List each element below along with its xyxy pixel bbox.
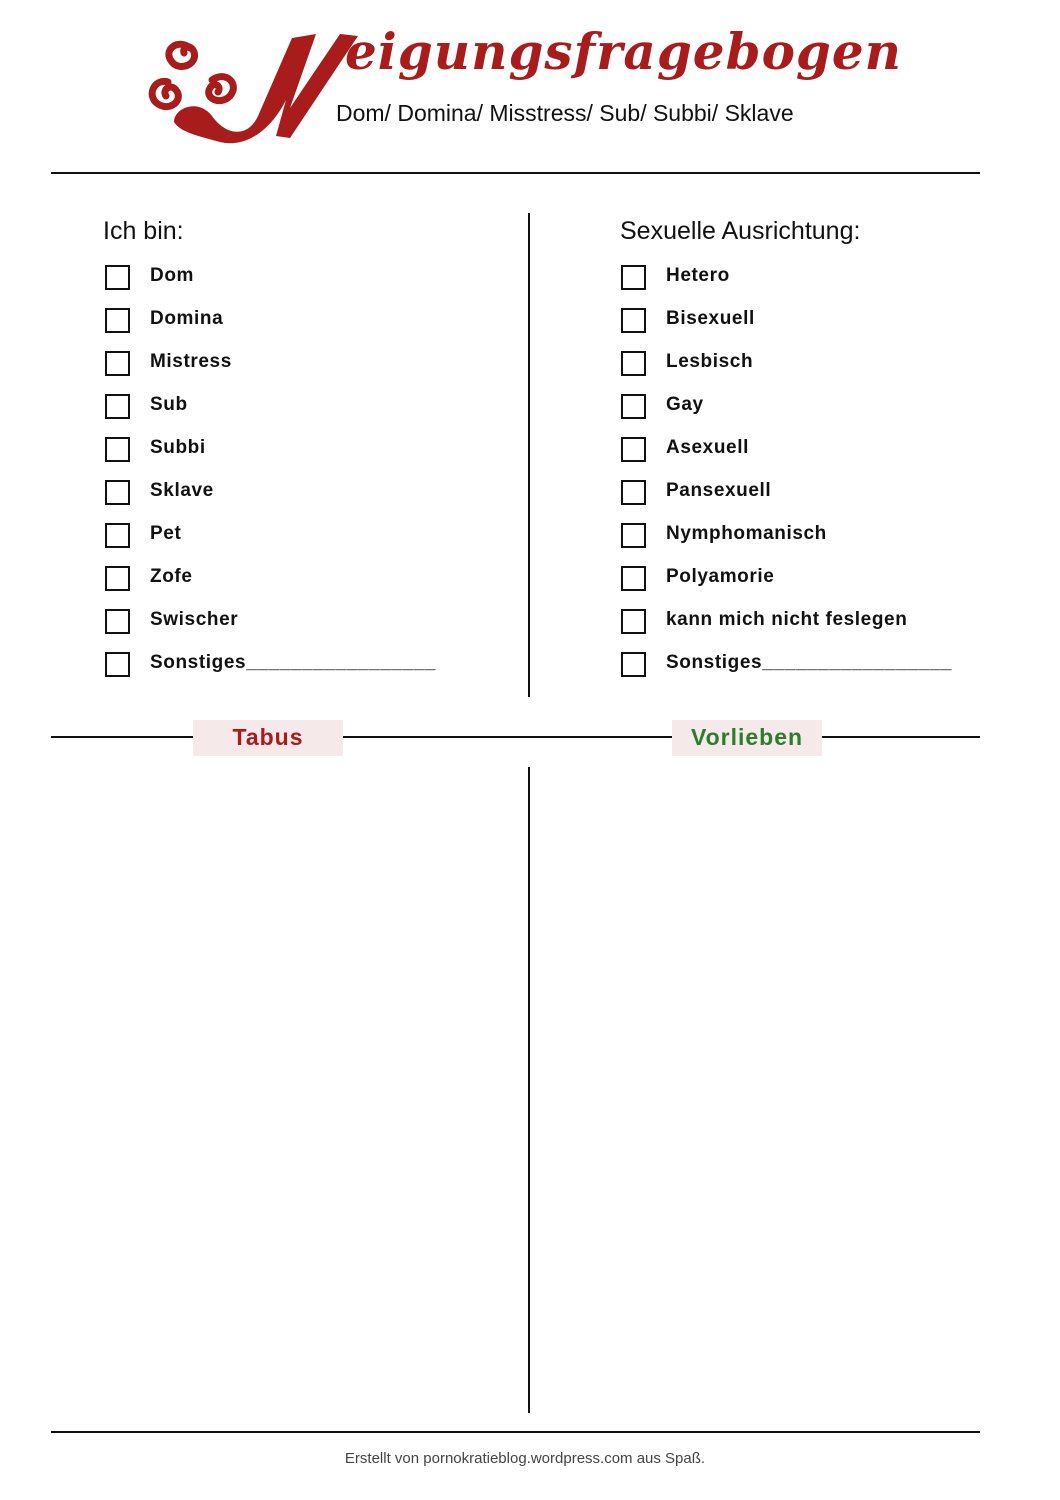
vorlieben-heading: Vorlieben — [672, 720, 822, 756]
checkbox-box[interactable] — [105, 652, 130, 677]
checkbox-label: Sonstiges_________________ — [666, 652, 953, 673]
checkbox-box[interactable] — [621, 394, 646, 419]
checkbox-label: Sklave — [150, 480, 214, 501]
checkbox-box[interactable] — [105, 480, 130, 505]
checkbox-label: Mistress — [150, 351, 232, 372]
footer-credit: Erstellt von pornokratieblog.wordpress.com aus Spaß. — [344, 1450, 706, 1467]
checkbox-box[interactable] — [105, 437, 130, 462]
checkbox-label: Hetero — [666, 265, 730, 286]
checkbox-label: Dom — [150, 265, 195, 286]
checkbox-box[interactable] — [621, 265, 646, 290]
checkbox-box[interactable] — [621, 566, 646, 591]
checkbox-label: Swischer — [150, 609, 239, 630]
checkbox-box[interactable] — [621, 351, 646, 376]
checkbox-label: Bisexuell — [666, 308, 755, 329]
tabus-heading: Tabus — [193, 720, 343, 756]
tabus-writing-area[interactable] — [51, 768, 526, 1412]
checkbox-box[interactable] — [621, 480, 646, 505]
title-initial: N — [140, 20, 141, 21]
page-title: eigungsfragebogen — [345, 22, 903, 81]
checkbox-label: Asexuell — [666, 437, 749, 458]
checkbox-box[interactable] — [105, 308, 130, 333]
checkbox-box[interactable] — [621, 523, 646, 548]
checkbox-box[interactable] — [105, 351, 130, 376]
checkbox-box[interactable] — [621, 308, 646, 333]
checkbox-label: Domina — [150, 308, 224, 329]
checkbox-label: Gay — [666, 394, 704, 415]
right-section-heading: Sexuelle Ausrichtung: — [620, 217, 861, 245]
top-divider — [51, 172, 980, 174]
checkbox-label: Subbi — [150, 437, 206, 458]
bottom-divider — [51, 1431, 980, 1433]
checkbox-label: Zofe — [150, 566, 193, 587]
checkbox-label: Lesbisch — [666, 351, 754, 372]
checkbox-box[interactable] — [105, 265, 130, 290]
checkbox-label: Nymphomanisch — [666, 523, 827, 544]
checkbox-box[interactable] — [105, 394, 130, 419]
checkbox-label: Pet — [150, 523, 182, 544]
checkbox-label: Sub — [150, 394, 188, 415]
checkbox-box[interactable] — [621, 437, 646, 462]
triskele-logo-icon — [140, 20, 370, 155]
checkbox-box[interactable] — [105, 523, 130, 548]
checkbox-label: kann mich nicht feslegen — [666, 609, 908, 630]
checkbox-label: Polyamorie — [666, 566, 775, 587]
vorlieben-writing-area[interactable] — [532, 768, 980, 1412]
checkbox-box[interactable] — [105, 566, 130, 591]
page-subtitle: Dom/ Domina/ Misstress/ Sub/ Subbi/ Sklave — [336, 100, 794, 126]
checkbox-box[interactable] — [621, 609, 646, 634]
middle-divider-left — [51, 736, 193, 738]
middle-divider-center — [343, 736, 672, 738]
center-divider-upper — [528, 213, 530, 697]
left-section-heading: Ich bin: — [103, 217, 184, 245]
checkbox-label: Sonstiges_________________ — [150, 652, 437, 673]
center-divider-lower — [528, 767, 530, 1413]
checkbox-box[interactable] — [105, 609, 130, 634]
checkbox-label: Pansexuell — [666, 480, 772, 501]
middle-divider-right — [822, 736, 980, 738]
checkbox-box[interactable] — [621, 652, 646, 677]
